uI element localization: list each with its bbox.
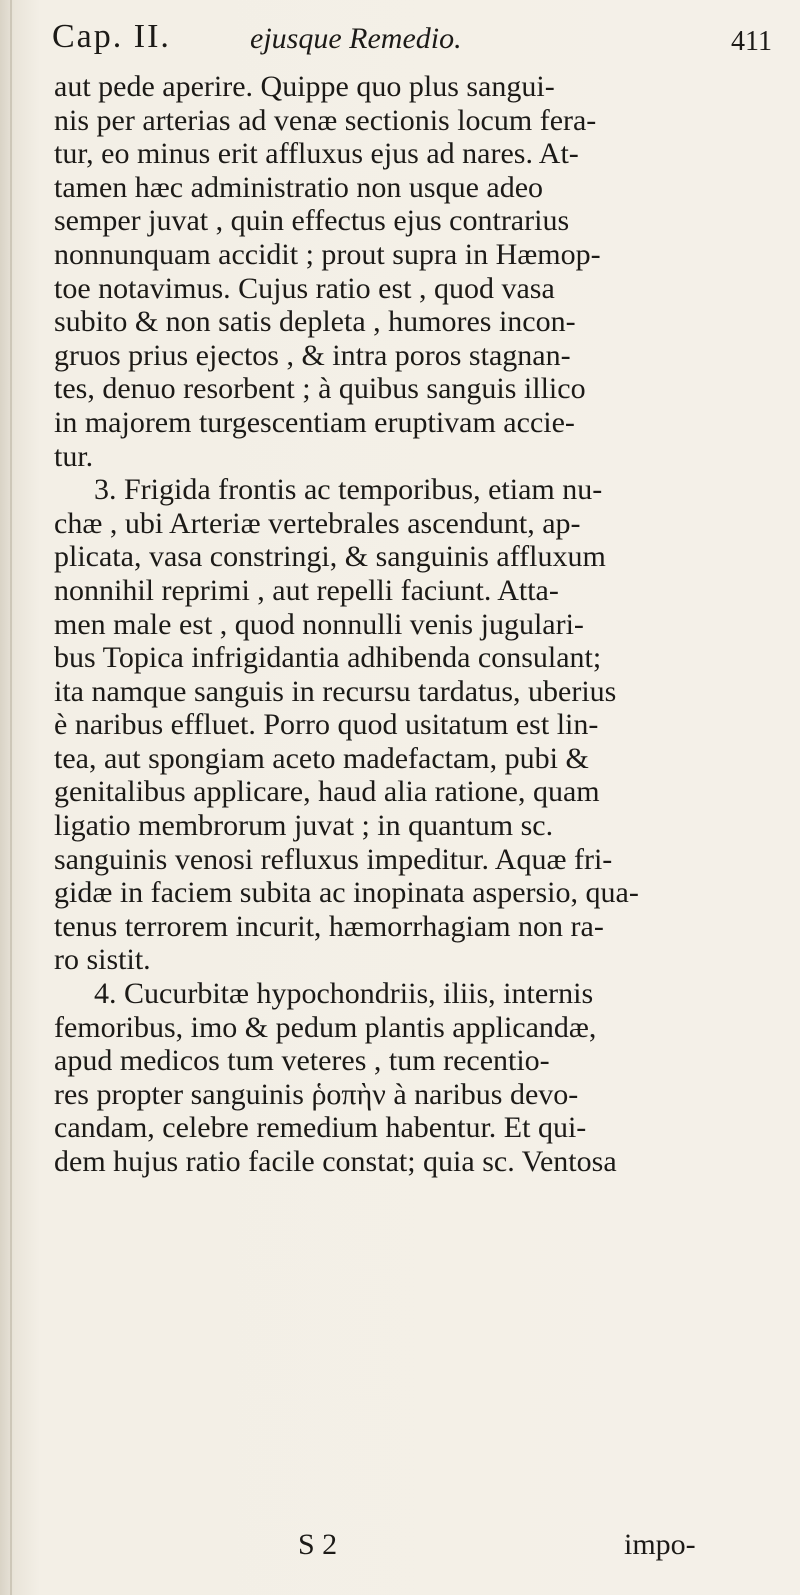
page-gutter [10,0,12,1595]
text-line: tamen hæc administratio non usque adeo [54,170,544,204]
text-line: res propter sanguinis ῥοπὴν à naribus devo- [54,1077,579,1111]
text-line: femoribus, imo & pedum plantis applicandæ, [54,1010,597,1044]
text-line: tes, denuo resorbent ; à quibus sanguis illico [54,372,586,406]
text-line: semper juvat , quin effectus ejus contrarius [54,204,570,238]
signature-mark: S 2 [298,1528,338,1561]
paragraph-3 [54,977,776,1179]
text-line: aut pede aperire. Quippe quo plus sangui- [54,70,555,103]
body-text [54,70,776,1179]
text-line: ita namque sanguis in recursu tardatus, uberius [54,674,617,708]
text-line: genitalibus applicare, haud alia ratione, quam [54,775,600,809]
text-line: nonnunquam accidit ; prout supra in Hæmop- [54,237,601,271]
text-line: tur. [54,439,94,473]
text-line: toe notavimus. Cujus ratio est , quod vasa [54,271,555,305]
paragraph-2 [54,473,776,977]
text-line: sanguinis venosi refluxus impeditur. Aquæ fri- [54,842,613,876]
text-line: apud medicos tum veteres , tum recentio- [54,1044,550,1078]
text-line: gidæ in faciem subita ac inopinata aspersio, qua- [54,876,639,910]
text-line: tea, aut spongiam aceto madefactam, pubi & [54,741,589,775]
text-line: ro sistit. [54,943,151,977]
text-line: tenus terrorem incurit, hæmorrhagiam non ra- [54,909,604,943]
text-line: bus Topica infrigidantia adhibenda consulant; [54,641,602,675]
text-line: 4. Cucurbitæ hypochondriis, iliis, internis [94,977,594,1011]
text-line: subito & non satis depleta , humores incon- [54,305,576,339]
text-line: 3. Frigida frontis ac temporibus, etiam nu- [94,473,603,507]
text-line: plicata, vasa constringi, & sanguinis affluxum [54,540,606,574]
text-line: ligatio membrorum juvat ; in quantum sc. [54,809,554,843]
text-line: è naribus effluet. Porro quod usitatum est lin- [54,708,599,742]
page-number: 411 [731,26,772,57]
running-title: ejusque Remedio. [250,22,462,55]
catchword: impo- [624,1528,696,1561]
text-line: men male est , quod nonnulli venis jugulari- [54,607,584,641]
chapter-heading: Cap. II. [52,18,171,55]
text-line: nis per arterias ad venæ sectionis locum fera- [54,103,597,137]
text-line: gruos prius ejectos , & intra poros stagnan- [54,338,571,372]
text-line: tur, eo minus erit affluxus ejus ad nares. At- [54,137,579,171]
text-line: in majorem turgescentiam eruptivam accie- [54,405,575,439]
text-line: nonnihil reprimi , aut repelli faciunt. Atta- [54,573,559,607]
text-line: dem hujus ratio facile constat; quia sc. Ventosa [54,1145,617,1178]
page-header [52,18,782,70]
text-line: chæ , ubi Arteriæ vertebrales ascendunt, ap- [54,506,581,540]
text-line: candam, celebre remedium habentur. Et qui- [54,1111,587,1145]
paragraph-1 [54,70,776,473]
